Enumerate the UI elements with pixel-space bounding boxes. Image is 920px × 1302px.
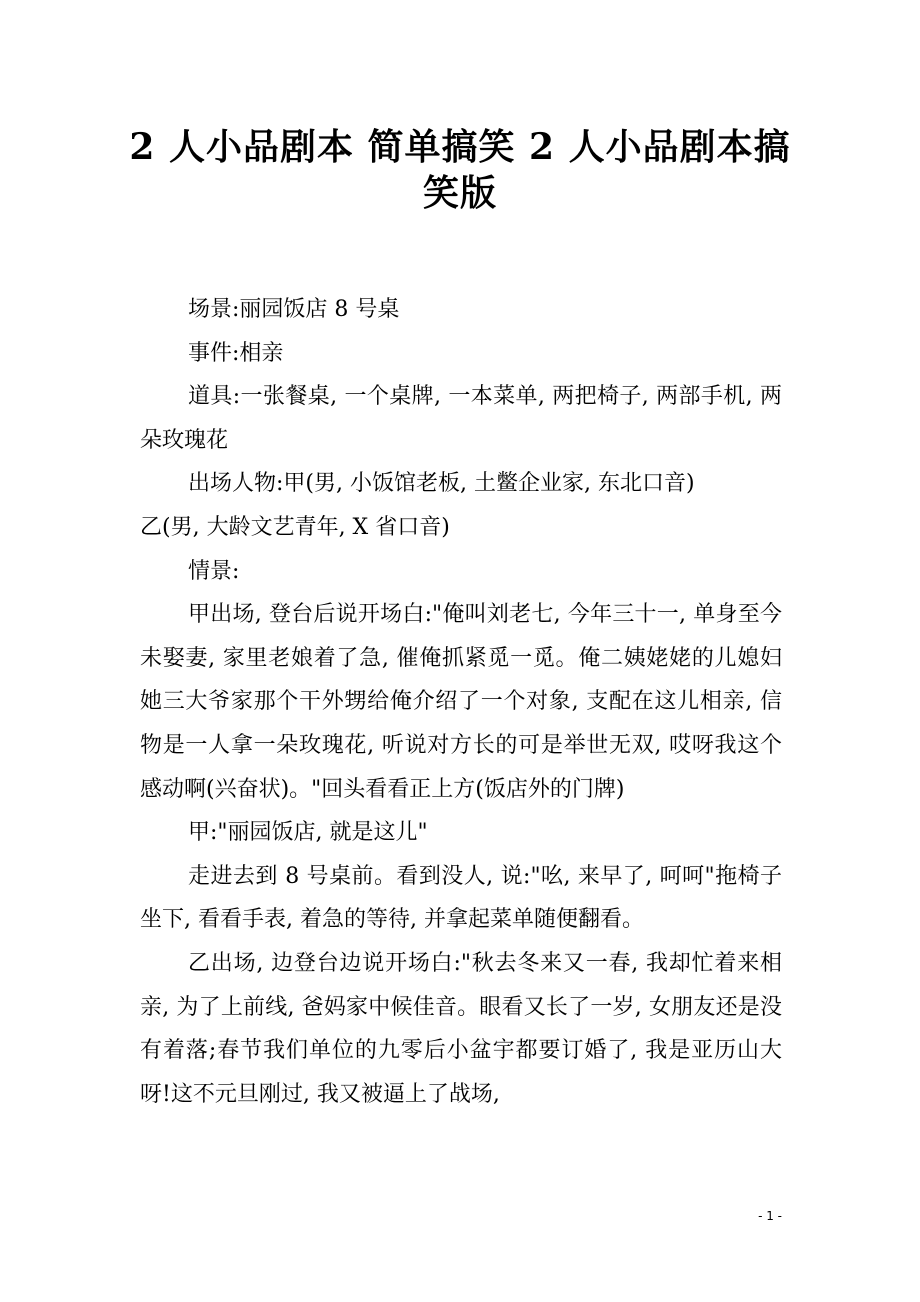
- paragraph-scene: 场景:丽园饭店 8 号桌: [188, 297, 400, 322]
- paragraph-event: 事件:相亲: [188, 340, 284, 366]
- paragraph-characters-b: 乙(男, 大龄文艺青年, X 省口音): [140, 514, 450, 540]
- paragraph-yi-entrance: 乙出场, 边登台边说开场白:"秋去冬来又一春, 我却忙着来相亲, 为了上前线, 爸妈家中候佳音。眼看又长了一岁, 女朋友还是没有着落;春节我们单位的九零后小盆宇都要订婚了, 我是亚历山大呀!这不元旦刚过, 我又被逼上了战场,: [140, 950, 782, 1107]
- paragraph-jia-line: 甲:"丽园饭店, 就是这儿": [188, 820, 428, 846]
- paragraph-characters-a: 出场人物:甲(男, 小饭馆老板, 土鳖企业家, 东北口音): [188, 471, 695, 497]
- page-number: - 1 -: [758, 1209, 782, 1223]
- paragraph-props: 道具:一张餐桌, 一个桌牌, 一本菜单, 两把椅子, 两部手机, 两朵玫瑰花: [140, 384, 782, 453]
- document-body: [140, 288, 782, 1116]
- paragraph-jia-entrance: 甲出场, 登台后说开场白:"俺叫刘老七, 今年三十一, 单身至今未娶妻, 家里老娘着了急, 催俺抓紧觅一觅。俺二姨姥姥的儿媳妇她三大爷家那个干外甥给俺介绍了一个对象, 支配在这儿相亲, 信物是一人拿一朵玫瑰花, 听说对方长的可是举世无双, 哎呀我这个感动啊(兴奋状)。"回头看看正上方(饭店外的门牌): [140, 602, 782, 802]
- paragraph-jia-action: 走进去到 8 号桌前。看到没人, 说:"吆, 来早了, 呵呵"拖椅子坐下, 看看手表, 着急的等待, 并拿起菜单随便翻看。: [140, 863, 782, 933]
- paragraph-situation-label: 情景:: [188, 558, 240, 584]
- document-title: 2 人小品剧本 简单搞笑 2 人小品剧本搞笑版: [129, 126, 791, 214]
